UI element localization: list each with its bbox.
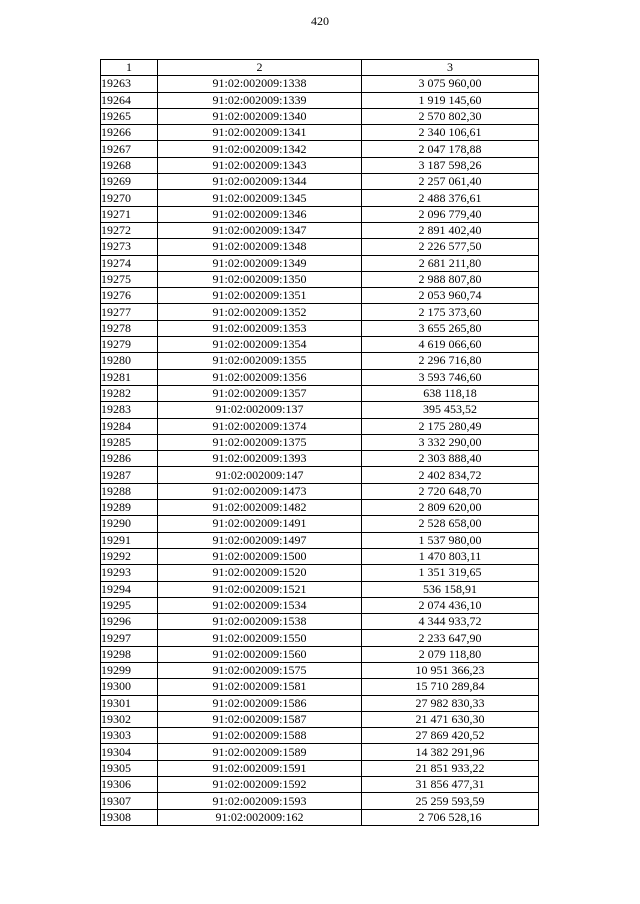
row-number-cell: 19300: [101, 679, 158, 695]
row-number-cell: 19275: [101, 271, 158, 287]
cadastral-number-cell: 91:02:002009:1349: [158, 255, 362, 271]
table-row: [101, 141, 539, 157]
cadastral-value-cell: 2 257 061,40: [362, 174, 539, 190]
cadastral-value-cell: 395 453,52: [362, 402, 539, 418]
row-number-cell: 19303: [101, 728, 158, 744]
row-number-cell: 19304: [101, 744, 158, 760]
table-row: [101, 92, 539, 108]
table-row: [101, 793, 539, 809]
table-row: [101, 744, 539, 760]
row-number-cell: 19297: [101, 630, 158, 646]
row-number-cell: 19285: [101, 434, 158, 450]
cadastral-value-cell: 3 655 265,80: [362, 320, 539, 336]
cadastral-number-cell: 91:02:002009:137: [158, 402, 362, 418]
table-row: [101, 385, 539, 401]
cadastral-number-cell: 91:02:002009:1520: [158, 565, 362, 581]
row-number-cell: 19306: [101, 777, 158, 793]
cadastral-number-cell: 91:02:002009:1534: [158, 597, 362, 613]
cadastral-number-cell: 91:02:002009:1588: [158, 728, 362, 744]
cadastral-value-cell: 14 382 291,96: [362, 744, 539, 760]
row-number-cell: 19298: [101, 646, 158, 662]
cadastral-value-cell: 2 096 779,40: [362, 206, 539, 222]
row-number-cell: 19291: [101, 532, 158, 548]
table-row: [101, 581, 539, 597]
cadastral-number-cell: 91:02:002009:1357: [158, 385, 362, 401]
header-row: [101, 60, 539, 76]
row-number-cell: 19305: [101, 760, 158, 776]
table-row: [101, 614, 539, 630]
cadastral-number-cell: 91:02:002009:1560: [158, 646, 362, 662]
cadastral-number-cell: 91:02:002009:1575: [158, 662, 362, 678]
cadastral-value-cell: 21 851 933,22: [362, 760, 539, 776]
cadastral-value-cell: 2 233 647,90: [362, 630, 539, 646]
cadastral-value-cell: 4 619 066,60: [362, 337, 539, 353]
cadastral-number-cell: 91:02:002009:1344: [158, 174, 362, 190]
table-row: [101, 304, 539, 320]
page-number: 420: [311, 14, 329, 28]
cadastral-number-cell: 91:02:002009:1340: [158, 108, 362, 124]
row-number-cell: 19294: [101, 581, 158, 597]
cadastral-number-cell: 91:02:002009:1500: [158, 548, 362, 564]
cadastral-value-cell: 2 570 802,30: [362, 108, 539, 124]
cadastral-number-cell: 91:02:002009:1521: [158, 581, 362, 597]
table-row: [101, 76, 539, 92]
row-number-cell: 19301: [101, 695, 158, 711]
row-number-cell: 19271: [101, 206, 158, 222]
cadastral-value-cell: 27 869 420,52: [362, 728, 539, 744]
cadastral-value-cell: 1 470 803,11: [362, 548, 539, 564]
column-header-3: 3: [362, 60, 539, 76]
cadastral-value-cell: 2 681 211,80: [362, 255, 539, 271]
row-number-cell: 19281: [101, 369, 158, 385]
table-row: [101, 532, 539, 548]
cadastral-number-cell: 91:02:002009:1356: [158, 369, 362, 385]
cadastral-number-cell: 91:02:002009:1348: [158, 239, 362, 255]
cadastral-value-cell: 2 175 373,60: [362, 304, 539, 320]
row-number-cell: 19278: [101, 320, 158, 336]
cadastral-number-cell: 91:02:002009:1375: [158, 434, 362, 450]
cadastral-number-cell: 91:02:002009:1473: [158, 483, 362, 499]
table-row: [101, 679, 539, 695]
cadastral-value-cell: 3 332 290,00: [362, 434, 539, 450]
row-number-cell: 19268: [101, 157, 158, 173]
cadastral-number-cell: 91:02:002009:1351: [158, 288, 362, 304]
cadastral-number-cell: 91:02:002009:1491: [158, 516, 362, 532]
table-header: [101, 60, 539, 76]
cadastral-number-cell: 91:02:002009:1393: [158, 451, 362, 467]
cadastral-value-cell: 2 488 376,61: [362, 190, 539, 206]
cadastral-number-cell: 91:02:002009:1345: [158, 190, 362, 206]
cadastral-value-cell: 21 471 630,30: [362, 711, 539, 727]
row-number-cell: 19267: [101, 141, 158, 157]
cadastral-value-cell: 1 919 145,60: [362, 92, 539, 108]
cadastral-number-cell: 91:02:002009:1538: [158, 614, 362, 630]
cadastral-number-cell: 91:02:002009:1586: [158, 695, 362, 711]
row-number-cell: 19296: [101, 614, 158, 630]
cadastral-value-cell: 1 351 319,65: [362, 565, 539, 581]
row-number-cell: 19270: [101, 190, 158, 206]
row-number-cell: 19282: [101, 385, 158, 401]
table-row: [101, 174, 539, 190]
row-number-cell: 19265: [101, 108, 158, 124]
cadastral-value-cell: 3 075 960,00: [362, 76, 539, 92]
row-number-cell: 19283: [101, 402, 158, 418]
cadastral-number-cell: 91:02:002009:1550: [158, 630, 362, 646]
row-number-cell: 19302: [101, 711, 158, 727]
table-row: [101, 255, 539, 271]
cadastral-value-cell: 2 809 620,00: [362, 500, 539, 516]
cadastral-value-cell: 2 303 888,40: [362, 451, 539, 467]
table-row: [101, 467, 539, 483]
row-number-cell: 19264: [101, 92, 158, 108]
row-number-cell: 19290: [101, 516, 158, 532]
row-number-cell: 19293: [101, 565, 158, 581]
cadastral-number-cell: 91:02:002009:1354: [158, 337, 362, 353]
table-row: [101, 353, 539, 369]
cadastral-value-cell: 2 402 834,72: [362, 467, 539, 483]
cadastral-number-cell: 91:02:002009:1353: [158, 320, 362, 336]
row-number-cell: 19269: [101, 174, 158, 190]
row-number-cell: 19295: [101, 597, 158, 613]
cadastral-value-cell: 2 891 402,40: [362, 222, 539, 238]
table-row: [101, 108, 539, 124]
row-number-cell: 19277: [101, 304, 158, 320]
cadastral-number-cell: 91:02:002009:162: [158, 809, 362, 825]
cadastral-number-cell: 91:02:002009:1497: [158, 532, 362, 548]
row-number-cell: 19287: [101, 467, 158, 483]
cadastral-number-cell: 91:02:002009:1343: [158, 157, 362, 173]
table-row: [101, 206, 539, 222]
cadastral-value-table: [100, 59, 539, 826]
table-row: [101, 451, 539, 467]
cadastral-value-cell: 2 528 658,00: [362, 516, 539, 532]
table-row: [101, 418, 539, 434]
cadastral-value-cell: 25 259 593,59: [362, 793, 539, 809]
row-number-cell: 19280: [101, 353, 158, 369]
cadastral-number-cell: 91:02:002009:147: [158, 467, 362, 483]
row-number-cell: 19272: [101, 222, 158, 238]
cadastral-number-cell: 91:02:002009:1581: [158, 679, 362, 695]
cadastral-number-cell: 91:02:002009:1346: [158, 206, 362, 222]
table-row: [101, 222, 539, 238]
table-row: [101, 548, 539, 564]
row-number-cell: 19289: [101, 500, 158, 516]
table-row: [101, 516, 539, 532]
cadastral-value-cell: 2 226 577,50: [362, 239, 539, 255]
cadastral-value-cell: 3 593 746,60: [362, 369, 539, 385]
table-row: [101, 125, 539, 141]
cadastral-number-cell: 91:02:002009:1341: [158, 125, 362, 141]
cadastral-number-cell: 91:02:002009:1593: [158, 793, 362, 809]
cadastral-value-cell: 2 175 280,49: [362, 418, 539, 434]
row-number-cell: 19299: [101, 662, 158, 678]
table-row: [101, 565, 539, 581]
cadastral-number-cell: 91:02:002009:1591: [158, 760, 362, 776]
table-row: [101, 157, 539, 173]
cadastral-number-cell: 91:02:002009:1592: [158, 777, 362, 793]
cadastral-value-cell: 2 988 807,80: [362, 271, 539, 287]
row-number-cell: 19274: [101, 255, 158, 271]
row-number-cell: 19266: [101, 125, 158, 141]
cadastral-number-cell: 91:02:002009:1352: [158, 304, 362, 320]
cadastral-number-cell: 91:02:002009:1339: [158, 92, 362, 108]
cadastral-number-cell: 91:02:002009:1589: [158, 744, 362, 760]
row-number-cell: 19273: [101, 239, 158, 255]
cadastral-number-cell: 91:02:002009:1342: [158, 141, 362, 157]
table-row: [101, 239, 539, 255]
table-row: [101, 320, 539, 336]
cadastral-value-cell: 2 079 118,80: [362, 646, 539, 662]
row-number-cell: 19263: [101, 76, 158, 92]
table-row: [101, 434, 539, 450]
cadastral-value-cell: 2 074 436,10: [362, 597, 539, 613]
row-number-cell: 19308: [101, 809, 158, 825]
row-number-cell: 19292: [101, 548, 158, 564]
table-row: [101, 711, 539, 727]
table-row: [101, 695, 539, 711]
row-number-cell: 19307: [101, 793, 158, 809]
table-row: [101, 597, 539, 613]
table-row: [101, 760, 539, 776]
table-body: [101, 76, 539, 826]
row-number-cell: 19276: [101, 288, 158, 304]
cadastral-number-cell: 91:02:002009:1482: [158, 500, 362, 516]
table-row: [101, 630, 539, 646]
table-row: [101, 271, 539, 287]
column-header-2: 2: [158, 60, 362, 76]
cadastral-number-cell: 91:02:002009:1350: [158, 271, 362, 287]
cadastral-value-cell: 2 720 648,70: [362, 483, 539, 499]
cadastral-value-cell: 1 537 980,00: [362, 532, 539, 548]
cadastral-value-cell: 10 951 366,23: [362, 662, 539, 678]
row-number-cell: 19286: [101, 451, 158, 467]
table-row: [101, 646, 539, 662]
cadastral-value-cell: 2 340 106,61: [362, 125, 539, 141]
table-row: [101, 402, 539, 418]
row-number-cell: 19288: [101, 483, 158, 499]
cadastral-value-cell: 31 856 477,31: [362, 777, 539, 793]
cadastral-value-cell: 3 187 598,26: [362, 157, 539, 173]
cadastral-value-cell: 4 344 933,72: [362, 614, 539, 630]
row-number-cell: 19284: [101, 418, 158, 434]
cadastral-value-cell: 2 053 960,74: [362, 288, 539, 304]
cadastral-value-cell: 638 118,18: [362, 385, 539, 401]
cadastral-value-cell: 2 047 178,88: [362, 141, 539, 157]
row-number-cell: 19279: [101, 337, 158, 353]
cadastral-value-cell: 15 710 289,84: [362, 679, 539, 695]
table-row: [101, 500, 539, 516]
table-row: [101, 809, 539, 825]
cadastral-value-cell: 2 706 528,16: [362, 809, 539, 825]
table-row: [101, 337, 539, 353]
table-row: [101, 662, 539, 678]
cadastral-number-cell: 91:02:002009:1355: [158, 353, 362, 369]
table-row: [101, 288, 539, 304]
cadastral-number-cell: 91:02:002009:1374: [158, 418, 362, 434]
table-row: [101, 483, 539, 499]
cadastral-value-cell: 2 296 716,80: [362, 353, 539, 369]
cadastral-number-cell: 91:02:002009:1347: [158, 222, 362, 238]
column-header-1: 1: [101, 60, 158, 76]
cadastral-number-cell: 91:02:002009:1338: [158, 76, 362, 92]
table-row: [101, 728, 539, 744]
cadastral-value-cell: 536 158,91: [362, 581, 539, 597]
table-row: [101, 777, 539, 793]
table-row: [101, 190, 539, 206]
cadastral-number-cell: 91:02:002009:1587: [158, 711, 362, 727]
cadastral-value-cell: 27 982 830,33: [362, 695, 539, 711]
table-row: [101, 369, 539, 385]
